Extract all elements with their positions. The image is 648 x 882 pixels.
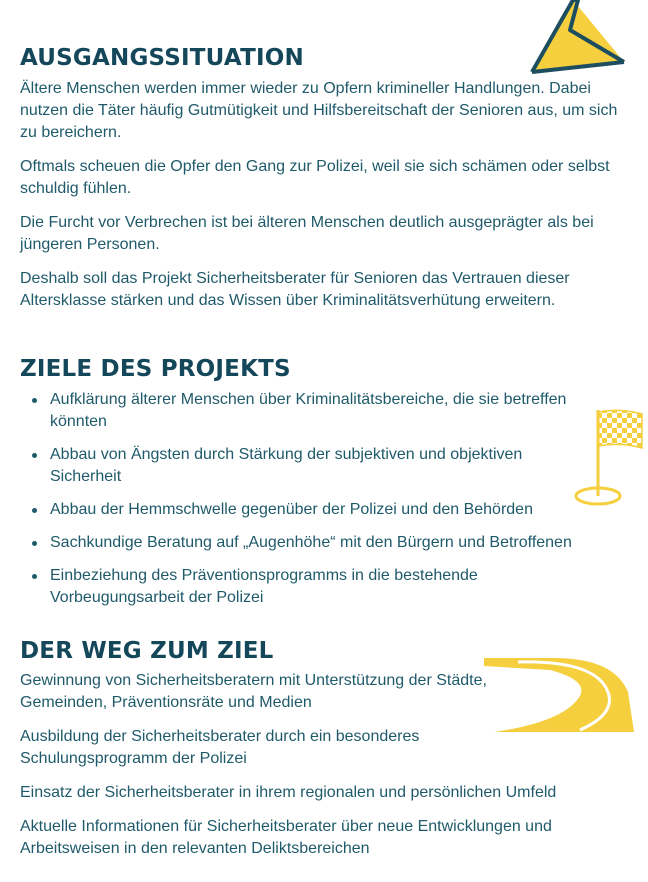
heading-weg: DER WEG ZUM ZIEL	[20, 638, 274, 664]
list-item: Abbau von Ängsten durch Stärkung der subjektiven und objektiven Sicherheit	[50, 444, 580, 488]
heading-ausgangssituation: AUSGANGSSITUATION	[20, 45, 304, 71]
heading-ziele: ZIELE DES PROJEKTS	[20, 356, 291, 382]
paragraph-weg-3: Einsatz der Sicherheitsberater in ihrem regionalen und persönlichen Umfeld	[20, 784, 557, 801]
paragraph-ausgang-3: Die Furcht vor Verbrechen ist bei älteren Menschen deutlich ausgeprägter als bei jüngeren Personen.	[20, 214, 594, 253]
paragraph-ausgang-4: Deshalb soll das Projekt Sicherheitsberater für Senioren das Vertrauen dieser Altersklasse stärken und das Wissen über Kriminalitätsverhütung erweitern.	[20, 270, 570, 309]
paragraph-weg-2: Ausbildung der Sicherheitsberater durch ein besonderes Schulungsprogramm der Polizei	[20, 728, 420, 767]
paragraph-weg-4: Aktuelle Informationen für Sicherheitsberater über neue Entwicklungen und Arbeitsweisen in den relevanten Deliktsbereichen	[20, 818, 552, 857]
ziele-list	[50, 389, 620, 620]
paragraph-ausgang-1: Ältere Menschen werden immer wieder zu Opfern krimineller Handlungen. Dabei nutzen die Täter häufig Gutmütigkeit und Hilfsbereitschaft der Senioren aus, um sich zu bereichern.	[20, 80, 618, 141]
finish-flag-icon	[572, 408, 644, 508]
mountain-icon	[528, 0, 628, 78]
list-item: Sachkundige Beratung auf „Augenhöhe“ mit den Bürgern und Betroffenen	[50, 532, 620, 554]
paragraph-weg-1: Gewinnung von Sicherheitsberatern mit Unterstützung der Städte, Gemeinden, Präventionsräte und Medien	[20, 672, 487, 711]
road-icon	[484, 652, 634, 734]
paragraph-ausgang-2: Oftmals scheuen die Opfer den Gang zur Polizei, weil sie sich schämen oder selbst schuldig fühlen.	[20, 158, 610, 197]
list-item: Abbau der Hemmschwelle gegenüber der Polizei und den Behörden	[50, 499, 620, 521]
list-item: Einbeziehung des Präventionsprogramms in die bestehende Vorbeugungsarbeit der Polizei	[50, 565, 530, 609]
list-item: Aufklärung älterer Menschen über Kriminalitätsbereiche, die sie betreffen könnten	[50, 389, 610, 433]
